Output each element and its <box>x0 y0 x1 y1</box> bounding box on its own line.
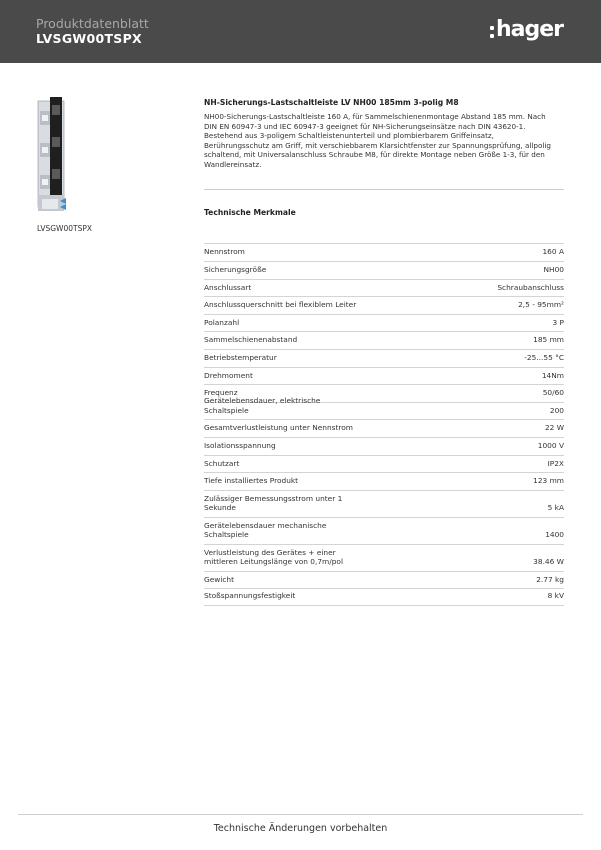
spec-label: Gerätelebensdauer mechanische Schaltspiele <box>204 520 327 540</box>
table-row <box>204 490 564 517</box>
table-row <box>204 517 564 544</box>
spec-label: Stoßspannungsfestigkeit <box>204 591 296 601</box>
spec-label: Betriebstemperatur <box>204 352 277 362</box>
table-row <box>204 571 564 589</box>
spec-label: Nennstrom <box>204 247 245 257</box>
spec-value: 185 mm <box>533 335 564 345</box>
table-row <box>204 261 564 279</box>
spec-value: 8 kV <box>547 591 564 601</box>
spec-label: Sammelschienenabstand <box>204 335 298 345</box>
product-title: NH-Sicherungs-Lastschaltleiste LV NH00 185mm 3-polig M8 <box>204 98 459 107</box>
table-row <box>204 472 564 490</box>
spec-label: Polanzahl <box>204 317 240 327</box>
spec-value: 50/60 <box>542 388 564 398</box>
table-row <box>204 314 564 332</box>
document-type-label: Produktdatenblatt <box>36 16 149 31</box>
spec-value: 2,5 - 95mm² <box>518 300 564 310</box>
spec-value: 123 mm <box>533 476 564 486</box>
table-row <box>204 349 564 367</box>
spec-value: 160 A <box>542 247 564 257</box>
footer-divider <box>18 814 583 815</box>
specs-table <box>204 243 564 606</box>
footer-note: Technische Änderungen vorbehalten <box>213 823 388 834</box>
table-row <box>204 455 564 473</box>
product-image-caption: LVSGW00TSPX <box>37 224 93 233</box>
table-row <box>204 243 564 261</box>
spec-value: 14Nm <box>541 370 564 380</box>
spec-label: Zulässiger Bemessungsstrom unter 1 Sekunde <box>204 493 343 513</box>
spec-label: Schutzart <box>204 458 240 468</box>
table-row <box>204 296 564 314</box>
header-bar <box>0 0 601 63</box>
fuse-switch-disconnector-icon <box>30 95 74 217</box>
logo-dots-icon <box>490 26 494 38</box>
spec-label: Sicherungsgröße <box>204 265 267 274</box>
spec-label: Tiefe installiertes Produkt <box>204 476 299 486</box>
spec-value: 1400 <box>545 530 564 540</box>
specs-section-title: Technische Merkmale <box>204 208 296 217</box>
table-row <box>204 588 564 606</box>
product-code-title: LVSGW00TSPX <box>36 31 142 46</box>
spec-label: Drehmoment <box>204 370 253 380</box>
spec-value: 200 <box>549 405 564 415</box>
table-row <box>204 419 564 437</box>
spec-label: Gerätelebensdauer, elektrische Schaltspiele <box>204 396 321 415</box>
spec-label: Anschlussquerschnitt bei flexiblem Leiter <box>204 300 357 310</box>
spec-value: 22 W <box>544 423 564 433</box>
spec-label: Isolationsspannung <box>204 440 276 450</box>
spec-value: Schraubanschluss <box>497 282 564 292</box>
spec-value: IP2X <box>547 458 564 468</box>
spec-label: Frequenz <box>204 388 238 398</box>
section-divider <box>204 189 564 190</box>
spec-value: 2.77 kg <box>536 574 564 584</box>
spec-value: 1000 V <box>537 440 564 450</box>
spec-label: Gewicht <box>204 574 235 584</box>
spec-value: 3 P <box>552 317 564 327</box>
spec-value: 38.46 W <box>533 557 564 567</box>
spec-label: Anschlussart <box>204 282 252 292</box>
logo-wordmark: hager <box>496 17 564 42</box>
table-row <box>204 367 564 385</box>
table-row <box>204 437 564 455</box>
table-row <box>204 544 564 571</box>
table-row <box>204 396 564 420</box>
table-row <box>204 331 564 349</box>
spec-value: 5 kA <box>547 503 564 513</box>
table-row <box>204 279 564 297</box>
hager-logo <box>490 17 563 43</box>
spec-value: NH00 <box>543 265 564 274</box>
product-description: NH00-Sicherungs-Lastschaltleiste 160 A, für Sammelschienenmontage Abstand 185 mm. Nach DIN EN 60947-3 und IEC 60947-3 geeignet für NH-Sicherungseinsätze nach DIN 43620-1. Bestehend aus 3-poligem Schaltleistenunterteil und plombierbarem Griffeinsatz, Berührungsschutz am Griff, mit verschiebbarem Klarsichtfenster zur Spannungsprüfung, allpolig schaltend, mit Universalanschluss Schraube M8, für direkte Montage neben Größe 1-3, für den Wandlereinsatz. <box>204 112 551 169</box>
spec-label: Verlustleistung des Gerätes + einer mittleren Leitungslänge von 0,7m/pol <box>204 547 343 567</box>
spec-value: -25...55 °C <box>524 352 564 362</box>
spec-label: Gesamtverlustleistung unter Nennstrom <box>204 423 353 433</box>
